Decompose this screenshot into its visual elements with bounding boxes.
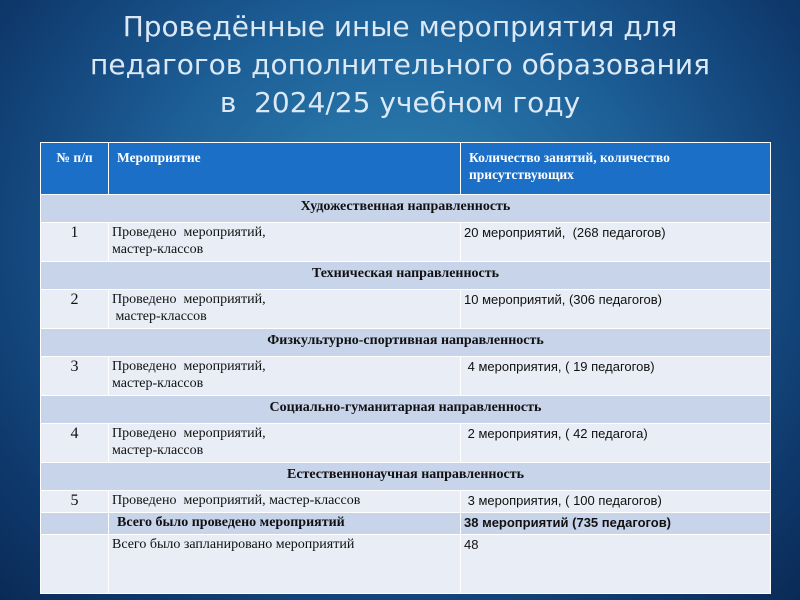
row-count: 2 мероприятия, ( 42 педагога) xyxy=(461,424,771,463)
row-count: 3 мероприятия, ( 100 педагогов) xyxy=(461,491,771,513)
title-line: педагогов дополнительного образования xyxy=(90,48,710,81)
section-name: Социально-гуманитарная направленность xyxy=(41,396,771,424)
event-line: мастер-классов xyxy=(112,443,204,458)
section-row xyxy=(41,195,771,223)
row-count: 4 мероприятия, ( 19 педагогов) xyxy=(461,357,771,396)
planned-empty xyxy=(41,535,109,594)
section-row xyxy=(41,396,771,424)
slide-title xyxy=(0,8,800,122)
event-line: Проведено мероприятий, xyxy=(112,359,266,374)
events-table xyxy=(40,142,771,594)
total-label: Всего было проведено мероприятий xyxy=(109,513,461,535)
row-count: 10 мероприятий, (306 педагогов) xyxy=(461,290,771,329)
event-line: Проведено мероприятий, мастер-классов xyxy=(112,493,361,508)
table-row xyxy=(41,357,771,396)
section-row xyxy=(41,329,771,357)
section-name: Физкультурно-спортивная направленность xyxy=(41,329,771,357)
row-event xyxy=(109,357,461,396)
total-empty xyxy=(41,513,109,535)
row-count: 20 мероприятий, (268 педагогов) xyxy=(461,223,771,262)
row-number: 5 xyxy=(41,491,109,513)
table-row xyxy=(41,491,771,513)
event-line: мастер-классов xyxy=(112,376,204,391)
section-row xyxy=(41,262,771,290)
total-row xyxy=(41,513,771,535)
row-number: 3 xyxy=(41,357,109,396)
title-line: Проведённые иные мероприятия для xyxy=(122,10,678,43)
section-row xyxy=(41,463,771,491)
total-value: 38 мероприятий (735 педагогов) xyxy=(461,513,771,535)
planned-value: 48 xyxy=(461,535,771,594)
table-row xyxy=(41,424,771,463)
row-event xyxy=(109,424,461,463)
event-line: Проведено мероприятий, xyxy=(112,426,266,441)
event-line: Проведено мероприятий, xyxy=(112,225,266,240)
header-count: Количество занятий, количество присутствующих xyxy=(461,143,771,195)
row-event xyxy=(109,290,461,329)
row-number: 4 xyxy=(41,424,109,463)
row-event xyxy=(109,223,461,262)
table-row xyxy=(41,290,771,329)
event-line: Проведено мероприятий, xyxy=(112,292,266,307)
header-event: Мероприятие xyxy=(109,143,461,195)
planned-label: Всего было запланировано мероприятий xyxy=(109,535,461,594)
section-name: Художественная направленность xyxy=(41,195,771,223)
table-row xyxy=(41,223,771,262)
section-name: Техническая направленность xyxy=(41,262,771,290)
planned-row xyxy=(41,535,771,594)
section-name: Естественнонаучная направленность xyxy=(41,463,771,491)
row-event xyxy=(109,491,461,513)
event-line: мастер-классов xyxy=(112,242,204,257)
header-number: № п/п xyxy=(41,143,109,195)
event-line: мастер-классов xyxy=(112,309,207,324)
table-header xyxy=(41,143,771,195)
row-number: 1 xyxy=(41,223,109,262)
row-number: 2 xyxy=(41,290,109,329)
title-line: в 2024/25 учебном году xyxy=(219,86,581,119)
